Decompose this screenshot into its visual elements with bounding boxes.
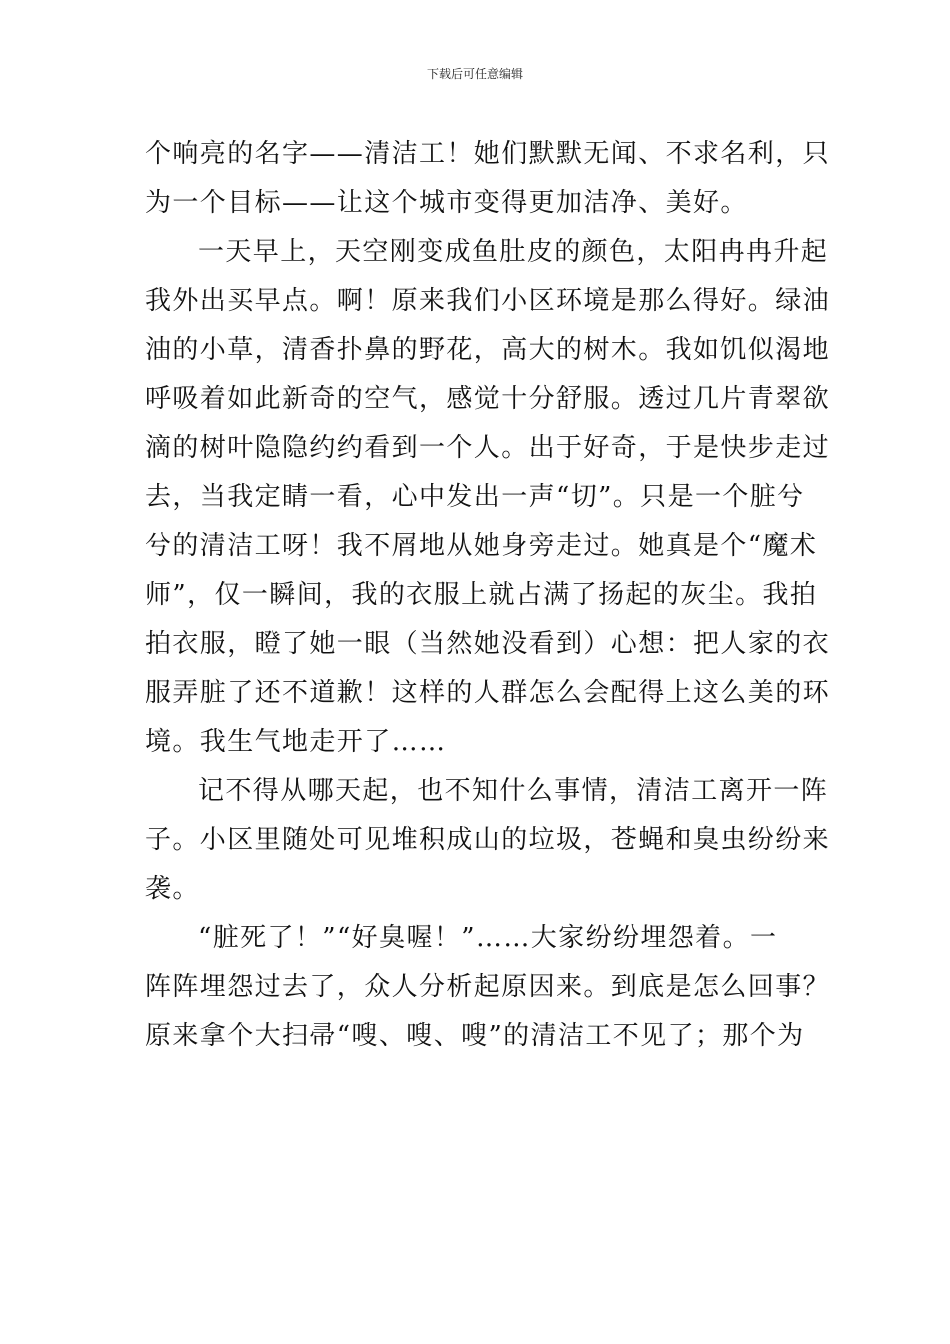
text-line: “脏死了！”“好臭喔！”……大家纷纷埋怨着。一 (198, 923, 778, 953)
text-line: 我外出买早点。啊！原来我们小区环境是那么得好。绿油 (145, 286, 831, 316)
text-line: 滴的树叶隐隐约约看到一个人。出于好奇，于是快步走过 (145, 433, 831, 463)
text-line: 境。我生气地走开了…… (145, 727, 447, 757)
text-line: 阵阵埋怨过去了，众人分析起原因来。到底是怎么回事？ (145, 972, 831, 1002)
text-line: 拍衣服，瞪了她一眼（当然她没看到）心想：把人家的衣 (145, 629, 831, 659)
text-line: 子。小区里随处可见堆积成山的垃圾，苍蝇和臭虫纷纷来 (145, 825, 831, 855)
text-line: 袭。 (145, 874, 200, 904)
text-line: 一天早上，天空刚变成鱼肚皮的颜色，太阳冉冉升起 (198, 237, 829, 267)
text-line: 油的小草，清香扑鼻的野花，高大的树木。我如饥似渴地 (145, 335, 831, 365)
text-line: 记不得从哪天起，也不知什么事情，清洁工离开一阵 (198, 776, 829, 806)
text-line: 师”，仅一瞬间，我的衣服上就占满了扬起的灰尘。我拍 (145, 580, 818, 610)
page-header-note: 下载后可任意编辑 (426, 67, 523, 81)
text-line: 服弄脏了还不道歉！这样的人群怎么会配得上这么美的环 (145, 678, 831, 708)
text-line: 为一个目标——让这个城市变得更加洁净、美好。 (145, 188, 748, 218)
text-line: 个响亮的名字——清洁工！她们默默无闻、不求名利，只 (145, 139, 831, 169)
text-line: 兮的清洁工呀！我不屑地从她身旁走过。她真是个“魔术 (145, 531, 818, 561)
document-body (145, 130, 831, 1061)
text-line: 去，当我定睛一看，心中发出一声“切”。只是一个脏兮 (145, 482, 805, 512)
text-line: 原来拿个大扫帚“嗖、嗖、嗖”的清洁工不见了；那个为 (145, 1021, 805, 1051)
text-line: 呼吸着如此新奇的空气，感觉十分舒服。透过几片青翠欲 (145, 384, 831, 414)
